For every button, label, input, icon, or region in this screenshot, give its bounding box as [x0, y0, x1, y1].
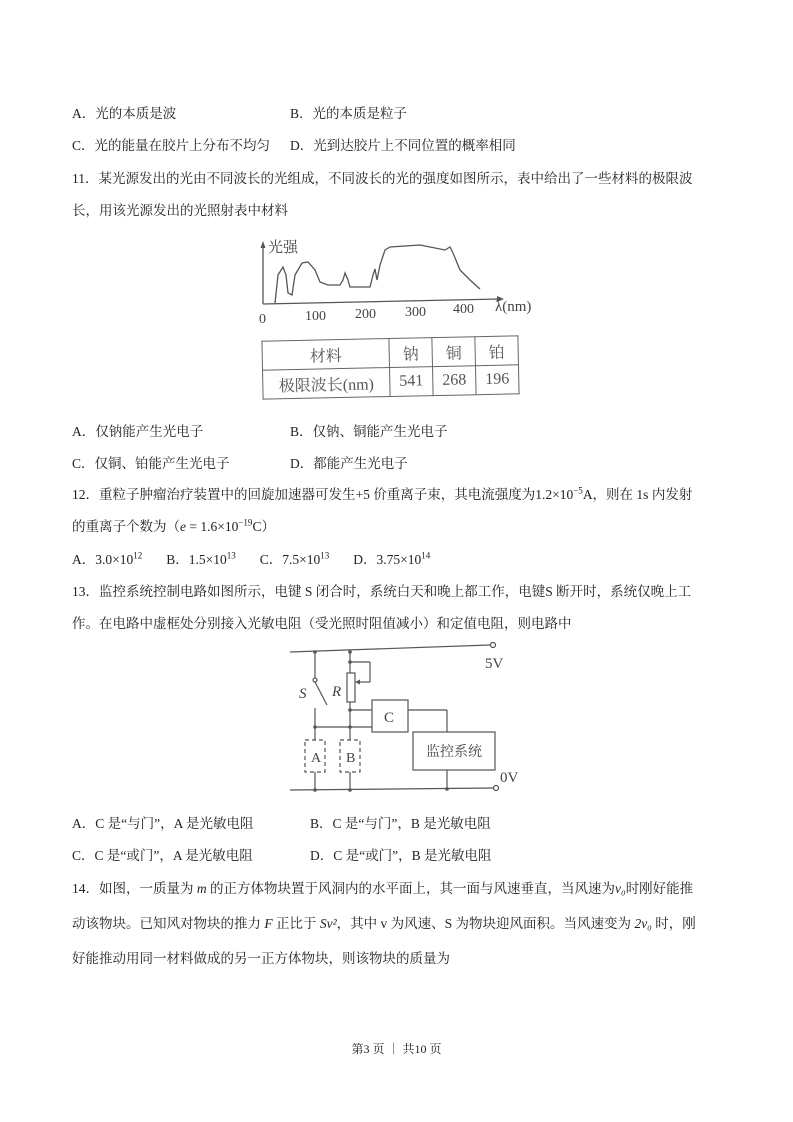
circuit-diagram	[280, 640, 525, 800]
label-c: C	[384, 710, 395, 726]
q11-options-row2	[72, 452, 426, 472]
table-header: 钠	[389, 338, 433, 368]
q10-options-row2	[72, 134, 534, 154]
label-b: B	[346, 751, 356, 766]
table-row	[263, 365, 520, 399]
table-cell: 极限波长(nm)	[263, 368, 391, 400]
label-5v: 5V	[485, 656, 504, 672]
tick-label: 0	[259, 312, 266, 327]
y-axis-label: 光强	[268, 240, 299, 256]
limit-wavelength-table	[261, 335, 519, 399]
q12-options-row	[72, 548, 454, 568]
y-arrow-icon	[261, 241, 266, 248]
q10-option-b: B．光的本质是粒子	[290, 106, 408, 121]
page-footer: 第3 页 ｜ 共10 页	[351, 1042, 442, 1056]
q11-option-b: B．仅钠、铜能产生光电子	[290, 424, 448, 439]
label-a: A	[311, 751, 322, 766]
label-s: S	[299, 686, 307, 702]
tick-label: 200	[355, 307, 376, 322]
q11-stem-line2: 长，用该光源发出的光照射表中材料	[72, 203, 288, 218]
q12-option-c: C．$7.5\times 10^{13}$	[259, 550, 330, 567]
switch-s	[315, 682, 327, 705]
q12-option-d: D．$3.75\times 10^{14}$	[353, 550, 431, 567]
q10-option-d: D．光到达胶片上不同位置的概率相同	[290, 138, 516, 153]
tick-label: 400	[453, 302, 474, 317]
intensity-graph	[250, 225, 550, 335]
resistor-r	[347, 673, 355, 702]
q14-stem-line3: 好能推动用同一材料做成的另一正方体物块，则该物块的质量为	[72, 951, 450, 966]
label-0v: 0V	[500, 770, 519, 786]
terminal-5v	[491, 643, 496, 648]
tick-label: 100	[305, 309, 326, 324]
table-header: 材料	[262, 339, 390, 371]
q13-option-a: A．C 是“与门”，A 是光敏电阻	[72, 816, 254, 831]
terminal-0v	[494, 786, 499, 791]
table-header: 铜	[432, 337, 476, 367]
q12-option-b: B．$1.5\times 10^{13}$	[166, 550, 236, 567]
table-cell: 268	[432, 366, 476, 396]
q13-option-d: D．C 是“或门”，B 是光敏电阻	[310, 848, 492, 863]
q11-option-c: C．仅铜、铂能产生光电子	[72, 456, 230, 471]
q13-options-row2	[72, 844, 510, 864]
intensity-curve	[275, 245, 480, 303]
label-monitor: 监控系统	[426, 745, 482, 760]
q11-option-d: D．都能产生光电子	[290, 456, 408, 471]
q12-stem-line2: 的重离子个数为$(e = 1.6\times 10^{-19}C)$	[72, 517, 275, 534]
q14-stem-line1: 14．如图，一质量为 m 的正方体物块置于风洞内的水平面上，其一面与风速垂直，当风速为v₀时刚好能推	[72, 881, 694, 896]
q14-stem-line2: 动该物块。已知风对物块的推力 F 正比于 Sv²，其中 v 为风速、S 为物块迎风面积。当风速变为 2v₀ 时，刚	[72, 916, 696, 931]
q13-stem-line1: 13．监控系统控制电路如图所示，电键 S 闭合时，系统白天和晚上都工作，电键S 断开时，系统仅晚上工	[72, 584, 692, 599]
q10-options-row1	[72, 102, 425, 122]
table-cell: 541	[390, 367, 434, 397]
q10-option-c: C．光的能量在胶片上分布不均匀	[72, 138, 271, 153]
q11-options-row1	[72, 420, 466, 440]
x-axis-label: λ(nm)	[495, 299, 532, 315]
q11-option-a: A．仅钠能产生光电子	[72, 424, 204, 439]
q13-options-row1	[72, 812, 509, 832]
q13-stem-line2: 作。在电路中虚框处分别接入光敏电阻（受光照时阻值减小）和定值电阻，则电路中	[72, 616, 572, 631]
table-cell: 196	[475, 365, 519, 395]
tick-label: 300	[405, 305, 426, 320]
q12-stem-line1: 12．重粒子肿瘤治疗装置中的回旋加速器可发生+5 价重离子束，其电流强度为$1.2\times 10^{-5}A$，则在 1s 内发射	[72, 485, 693, 502]
q12-option-a: A．$3.0\times 10^{12}$	[72, 550, 143, 567]
q13-option-b: B．C 是“与门”，B 是光敏电阻	[310, 816, 491, 831]
q11-stem-line1: 11．某光源发出的光由不同波长的光组成，不同波长的光的强度如图所示，表中给出了一些材料的极限波	[72, 171, 693, 186]
table-header: 铂	[475, 336, 519, 366]
label-r: R	[332, 684, 342, 700]
q10-option-a: A．光的本质是波	[72, 106, 177, 121]
q13-option-c: C．C 是“或门”，A 是光敏电阻	[72, 848, 253, 863]
